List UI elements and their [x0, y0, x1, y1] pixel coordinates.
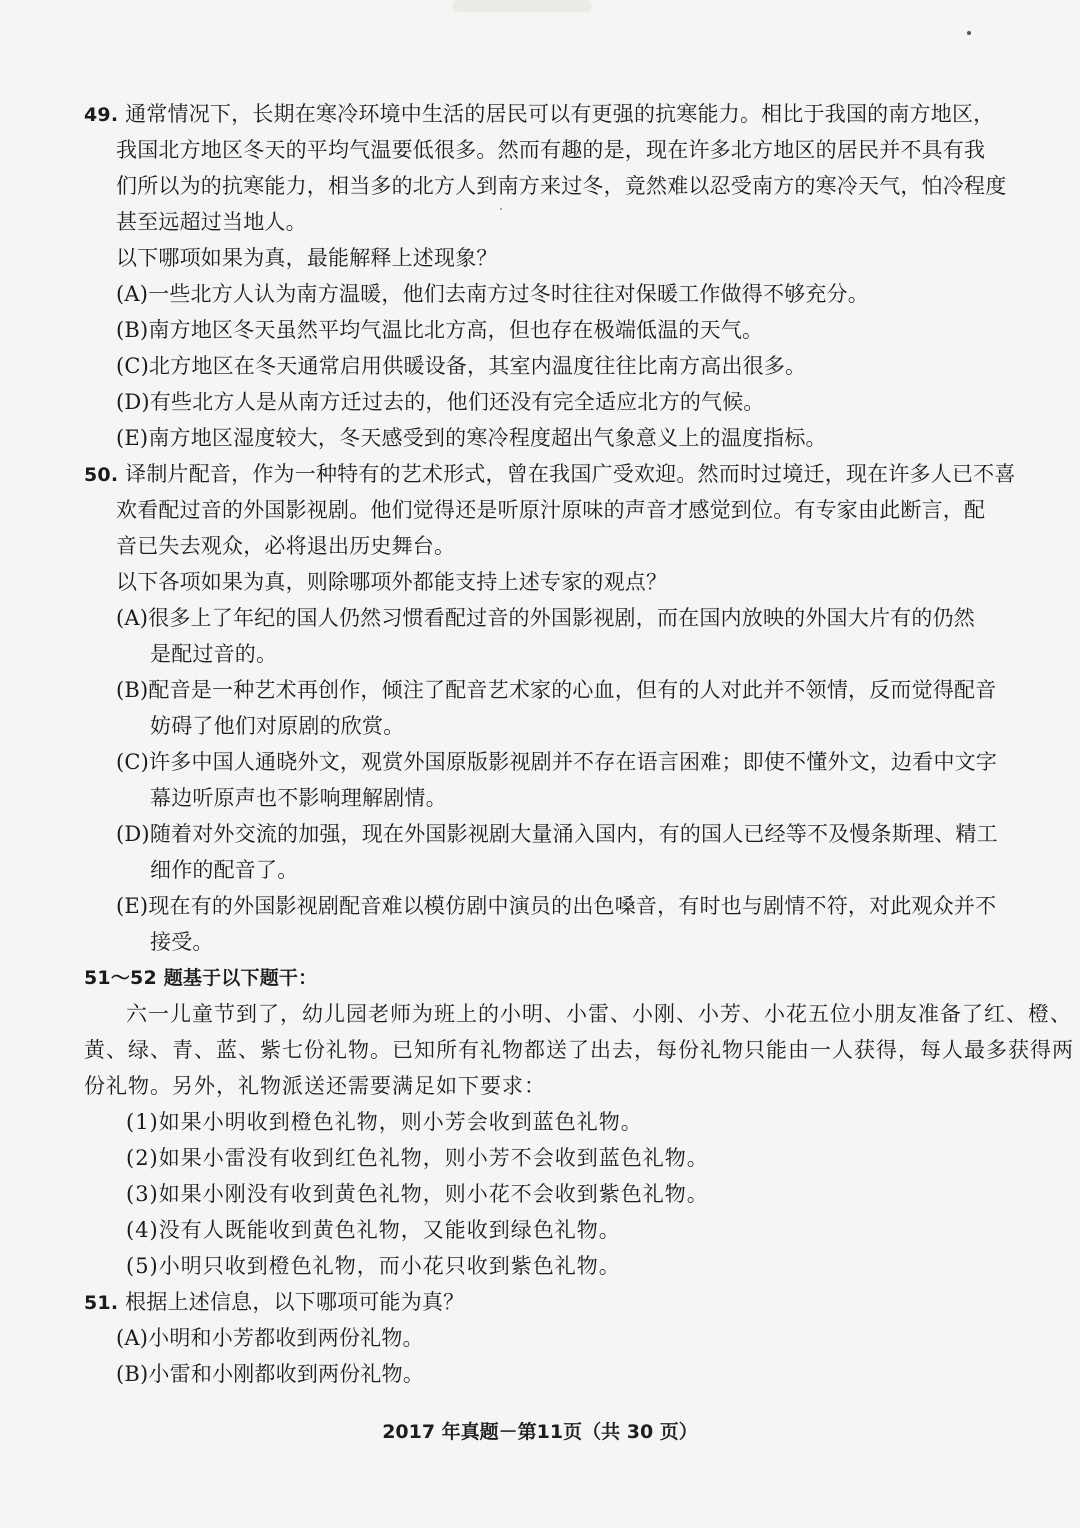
question-50 — [84, 456, 1016, 960]
scan-dot — [967, 31, 971, 35]
option-e: (E)现在有的外国影视剧配音难以模仿剧中演员的出色嗓音，有时也与剧情不符，对此观众并不 — [116, 894, 997, 918]
option-c: (C)许多中国人通晓外文，观赏外国原版影视剧并不存在语言困难；即使不懂外文，边看中文字 — [116, 750, 998, 774]
page-footer: 2017 年真题－第11页（共 30 页） — [382, 1421, 698, 1443]
group-context-line: 黄、绿、青、蓝、紫七份礼物。已知所有礼物都送了出去，每份礼物只能由一人获得，每人最多获得两 — [84, 1038, 1074, 1062]
option-b-continued: 妨碍了他们对原剧的欣赏。 — [150, 714, 405, 738]
condition-1: (1)如果小明收到橙色礼物，则小芳会收到蓝色礼物。 — [126, 1110, 643, 1134]
question-stem-line: 我国北方地区冬天的平均气温要低很多。然而有趣的是，现在许多北方地区的居民并不具有我 — [116, 138, 986, 162]
question-stem-text: 译制片配音，作为一种特有的艺术形式，曾在我国广受欢迎。然而时过境迁，现在许多人已不喜 — [125, 462, 1016, 486]
option-b: (B)小雷和小刚都收到两份礼物。 — [116, 1362, 425, 1386]
option-a-continued: 是配过音的。 — [150, 642, 278, 666]
option-c-continued: 幕边听原声也不影响理解剧情。 — [150, 786, 447, 810]
option-a: (A)小明和小芳都收到两份礼物。 — [116, 1326, 424, 1350]
question-49-line-1 — [84, 96, 995, 132]
question-51-line-1 — [84, 1284, 964, 1320]
group-context-line: 份礼物。另外，礼物派送还需要满足如下要求： — [84, 1074, 546, 1098]
scan-smudge — [452, 0, 592, 12]
condition-2: (2)如果小雷没有收到红色礼物，则小芳不会收到蓝色礼物。 — [126, 1146, 709, 1170]
option-d: (D)随着对外交流的加强，现在外国影视剧大量涌入国内，有的国人已经等不及慢条斯理、精工 — [116, 822, 998, 846]
page-content — [84, 96, 1074, 1392]
question-stem-line: 甚至远超过当地人。 — [116, 210, 307, 234]
question-group-51-52 — [84, 960, 1074, 1284]
option-a: (A)一些北方人认为南方温暖，他们去南方过冬时往往对保暖工作做得不够充分。 — [116, 282, 869, 306]
option-b: (B)南方地区冬天虽然平均气温比北方高，但也存在极端低温的天气。 — [116, 318, 764, 342]
question-49 — [84, 96, 1007, 456]
option-a: (A)很多上了年纪的国人仍然习惯看配过音的外国影视剧，而在国内放映的外国大片有的仍然 — [116, 606, 975, 630]
question-stem-line: 们所以为的抗寒能力，相当多的北方人到南方来过冬，竟然难以忍受南方的寒冷天气，怕冷程度 — [116, 174, 1007, 198]
option-c: (C)北方地区在冬天通常启用供暖设备，其室内温度往往比南方高出很多。 — [116, 354, 807, 378]
question-stem-text: 通常情况下，长期在寒冷环境中生活的居民可以有更强的抗寒能力。相比于我国的南方地区， — [125, 102, 995, 126]
question-number: 50. — [84, 464, 119, 486]
question-ask: 以下各项如果为真，则除哪项外都能支持上述专家的观点？ — [116, 570, 668, 594]
question-number: 51. — [84, 1292, 119, 1314]
option-d-continued: 细作的配音了。 — [150, 858, 299, 882]
option-b: (B)配音是一种艺术再创作，倾注了配音艺术家的心血，但有的人对此并不领情，反而觉得配音 — [116, 678, 997, 702]
question-stem-line: 欢看配过音的外国影视剧。他们觉得还是听原汁原味的声音才感觉到位。有专家由此断言，配 — [116, 498, 986, 522]
group-context-line: 六一儿童节到了，幼儿园老师为班上的小明、小雷、小刚、小芳、小花五位小朋友准备了红、橙、 — [126, 1002, 1072, 1026]
option-e: (E)南方地区湿度较大，冬天感受到的寒冷程度超出气象意义上的温度指标。 — [116, 426, 827, 450]
group-title: 51～52 题基于以下题干： — [84, 967, 318, 989]
condition-5: (5)小明只收到橙色礼物，而小花只收到紫色礼物。 — [126, 1254, 621, 1278]
condition-3: (3)如果小刚没有收到黄色礼物，则小花不会收到紫色礼物。 — [126, 1182, 709, 1206]
condition-4: (4)没有人既能收到黄色礼物，又能收到绿色礼物。 — [126, 1218, 621, 1242]
question-ask: 以下哪项如果为真，最能解释上述现象？ — [116, 246, 498, 270]
option-d: (D)有些北方人是从南方迁过去的，他们还没有完全适应北方的气候。 — [116, 390, 765, 414]
question-50-line-1 — [84, 456, 1016, 492]
option-e-continued: 接受。 — [150, 930, 214, 954]
question-stem-line: 音已失去观众，必将退出历史舞台。 — [116, 534, 456, 558]
question-number: 49. — [84, 104, 119, 126]
question-51 — [84, 1284, 964, 1392]
question-stem-text: 根据上述信息，以下哪项可能为真？ — [125, 1290, 465, 1314]
